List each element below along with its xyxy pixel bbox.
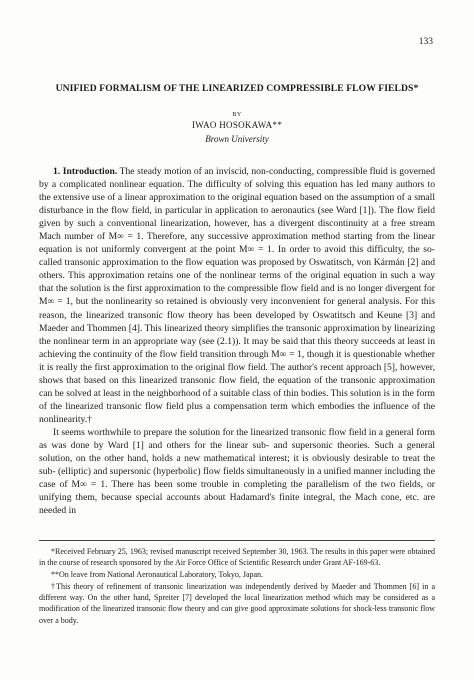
footnote-dagger: †This theory of refinement of transonic linearization was independently derived by Maeder and Thommen [6] in a different way. On the other hand, Spreiter [7] developed the local linearization method which may be considered as a modification of the linearized transonic flow theory and can give good approximate solutions for shock-less transonic flow over a body. bbox=[39, 582, 435, 625]
paper-title: UNIFIED FORMALISM OF THE LINEARIZED COMPRESSIBLE FLOW FIELDS* bbox=[55, 83, 419, 94]
section-title: Introduction. bbox=[62, 166, 118, 177]
page-number: 133 bbox=[418, 37, 433, 47]
paragraph-1 bbox=[39, 165, 435, 426]
author-name: IWAO HOSOKAWA** bbox=[191, 120, 283, 130]
section-number: 1. bbox=[53, 166, 61, 177]
author-affiliation: Brown University bbox=[205, 134, 269, 144]
footnote-rule bbox=[39, 540, 435, 541]
paragraph-2: It seems worthwhile to prepare the solution for the linearized transonic flow field in a general form as was done by Ward [1] and others for the linear sub- and supersonic theories. Such a general solution, on the other hand, holds a new mathematical interest; it is obviously desirable to treat the sub- (elliptic) and supersonic (hyperbolic) flow fields simultaneously in a unified manner including the case of M∞ = 1. There has been some trouble in completing the parallelism of the two fields, or unifying them, because special accounts about Hadamard's finite integral, the Mach cone, etc. are needed in bbox=[39, 426, 435, 517]
by-line: BY bbox=[232, 112, 242, 118]
footnotes bbox=[39, 546, 435, 627]
footnote-received: *Received February 25, 1963; revised manuscript received September 30, 1963. The results in this paper were obtained in the course of research sponsored by the Air Force Office of Scientific Research under Grant AF-169-63. bbox=[39, 547, 435, 568]
section-introduction bbox=[39, 165, 435, 517]
footnote-leave: **On leave from National Aeronautical Laboratory, Tokyo, Japan. bbox=[51, 570, 264, 580]
paragraph-1-text: The steady motion of an inviscid, non-conducting, compressible fluid is governed by a complicated nonlinear equation. The difficulty of solving this equation has led many authors to the extensive use of a linear approximation to the original equation based on the assumption of a small disturbance in the flow field, in particular in application to aeronautics (see Ward [1]). The flow field given by such a conventional linearization, however, has a divergent discontinuity at a free stream Mach number of M∞ = 1. Therefore, any successive approximation method starting from the linear equation is not uniformly convergent at the point M∞ = 1. In order to avoid this difficulty, the so-called transonic approximation to the flow equation was proposed by Oswatitsch, von Kármán [2] and others. This approximation retains one of the nonlinear terms of the original equation in such a way that the solution is the first approximation to the compressible flow field and is no longer divergent for M∞ = 1, but the nonlinearity so retained is obviously very inconvenient for general analysis. For this reason, the linearized transonic flow theory has been developed by Oswatitsch and Keune [3] and Maeder and Thommen [4]. This linearized theory simplifies the transonic approximation by linearizing the nonlinear term in an appropriate way (see (2.1)). It may be said that this theory succeeds at least in achieving the continuity of the flow field transition through M∞ = 1, though it is questionable whether it is really the first approximation to the original flow field. The author's recent approach [5], however, shows that based on this linearized transonic flow field, the equation of the transonic approximation can be solved at least in the neighborhood of a suitable class of thin bodies. This solution is in the form of the linearized transonic flow field plus a compensation term which embodies the influence of the nonlinearity.† bbox=[39, 166, 435, 425]
